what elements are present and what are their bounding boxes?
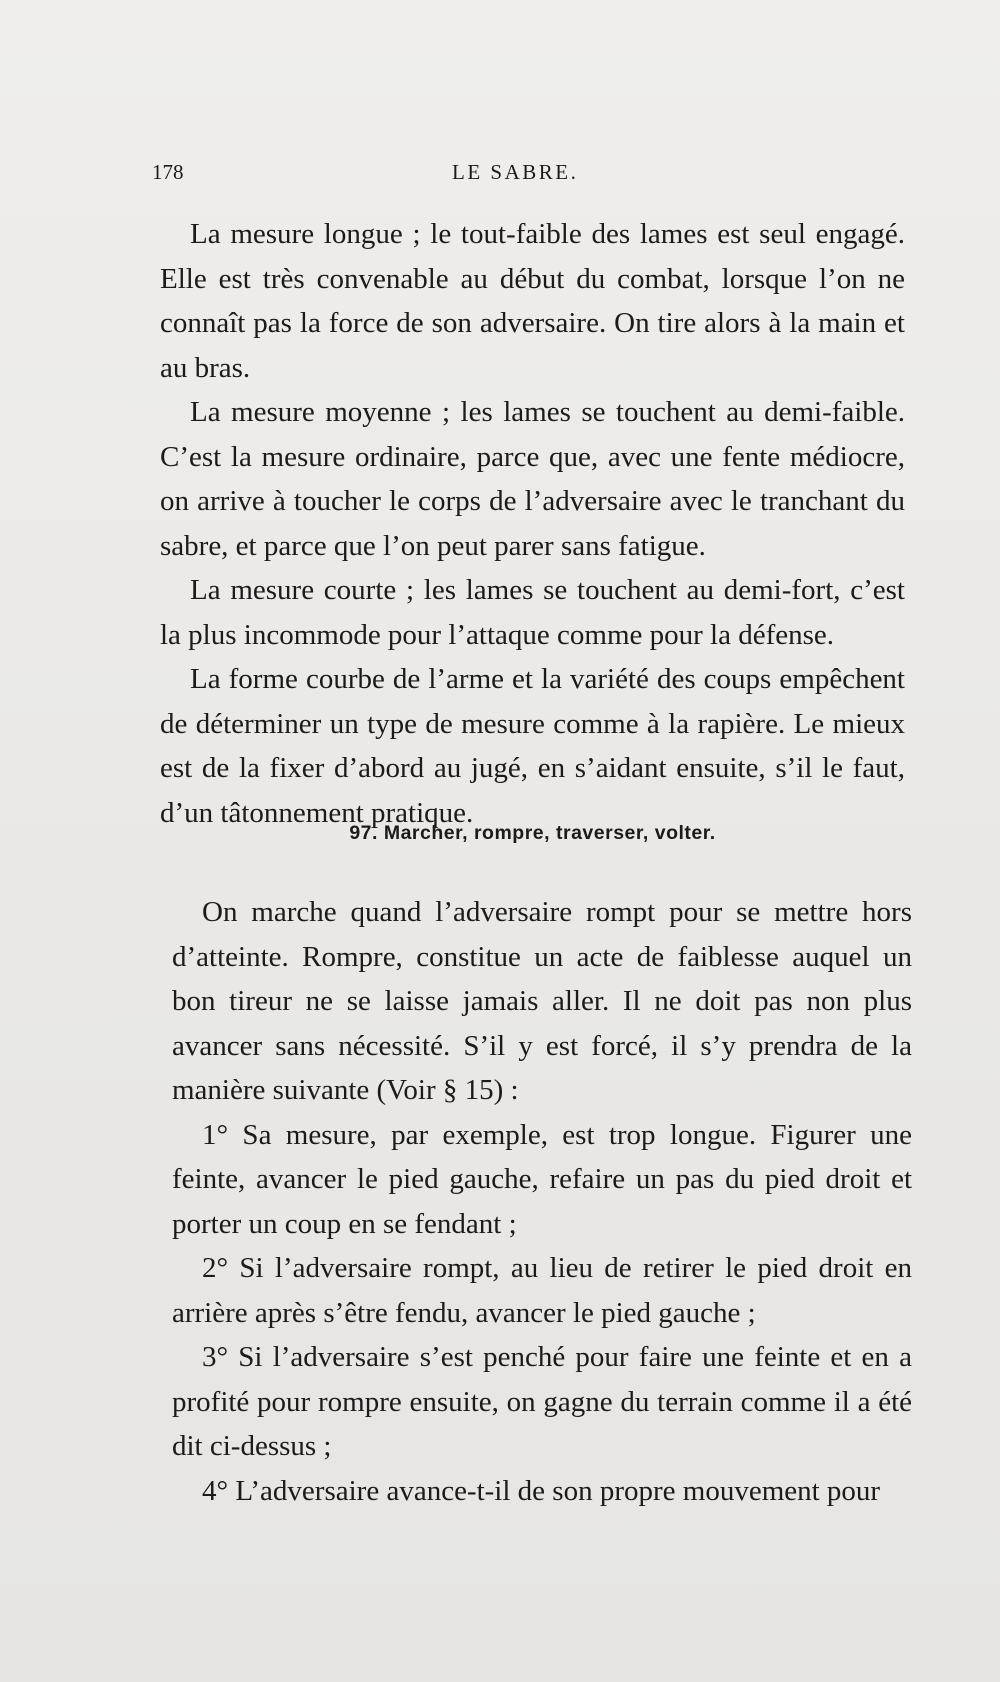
paragraph: La mesure longue ; le tout-faible des lames est seul engagé. Elle est très convenable au début du combat, lorsque l’on ne connaît pas la force de son adversaire. On tire alors à la main et au bras. bbox=[160, 218, 905, 384]
text-block-mesure bbox=[160, 212, 905, 835]
paragraph: 2° Si l’adversaire rompt, au lieu de retirer le pied droit en arrière après s’être fendu, avancer le pied gauche ; bbox=[172, 1252, 912, 1329]
paragraph: On marche quand l’adversaire rompt pour se mettre hors d’atteinte. Rompre, constitue un acte de faiblesse auquel un bon tireur ne se laisse jamais aller. Il ne doit pas non plus avancer sans nécessité. S’il y est forcé, il s’y prendra de la manière suivante (Voir § 15) : bbox=[172, 896, 912, 1106]
running-title: LE SABRE. bbox=[452, 160, 579, 184]
paragraph: La forme courbe de l’arme et la variété des coups empêchent de déterminer un type de mesure comme à la rapière. Le mieux est de la fixer d’abord au jugé, en s’aidant ensuite, s’il le faut, d’un tâtonnement pratique. bbox=[160, 663, 905, 829]
page-number: 178 bbox=[152, 160, 184, 184]
paragraph: La mesure courte ; les lames se touchent au demi-fort, c’est la plus incommode pour l’attaque comme pour la défense. bbox=[160, 574, 905, 651]
section-heading: 97. Marcher, rompre, traverser, volter. bbox=[349, 822, 716, 844]
paragraph: La mesure moyenne ; les lames se touchent au demi-faible. C’est la mesure ordinaire, parce que, avec une fente médiocre, on arrive à toucher le corps de l’adversaire avec le tranchant du sabre, et parce que l’on peut parer sans fatigue. bbox=[160, 396, 905, 562]
text-block-marcher bbox=[172, 890, 912, 1513]
running-head bbox=[152, 160, 892, 194]
paragraph: 3° Si l’adversaire s’est penché pour faire une feinte et en a profité pour rompre ensuite, on gagne du terrain comme il a été dit ci-dessus ; bbox=[172, 1341, 912, 1462]
paragraph: 1° Sa mesure, par exemple, est trop longue. Figurer une feinte, avancer le pied gauche, refaire un pas du pied droit et porter un coup en se fendant ; bbox=[172, 1118, 912, 1240]
paragraph: 4° L’adversaire avance-t-il de son propre mouvement pour bbox=[202, 1474, 881, 1507]
